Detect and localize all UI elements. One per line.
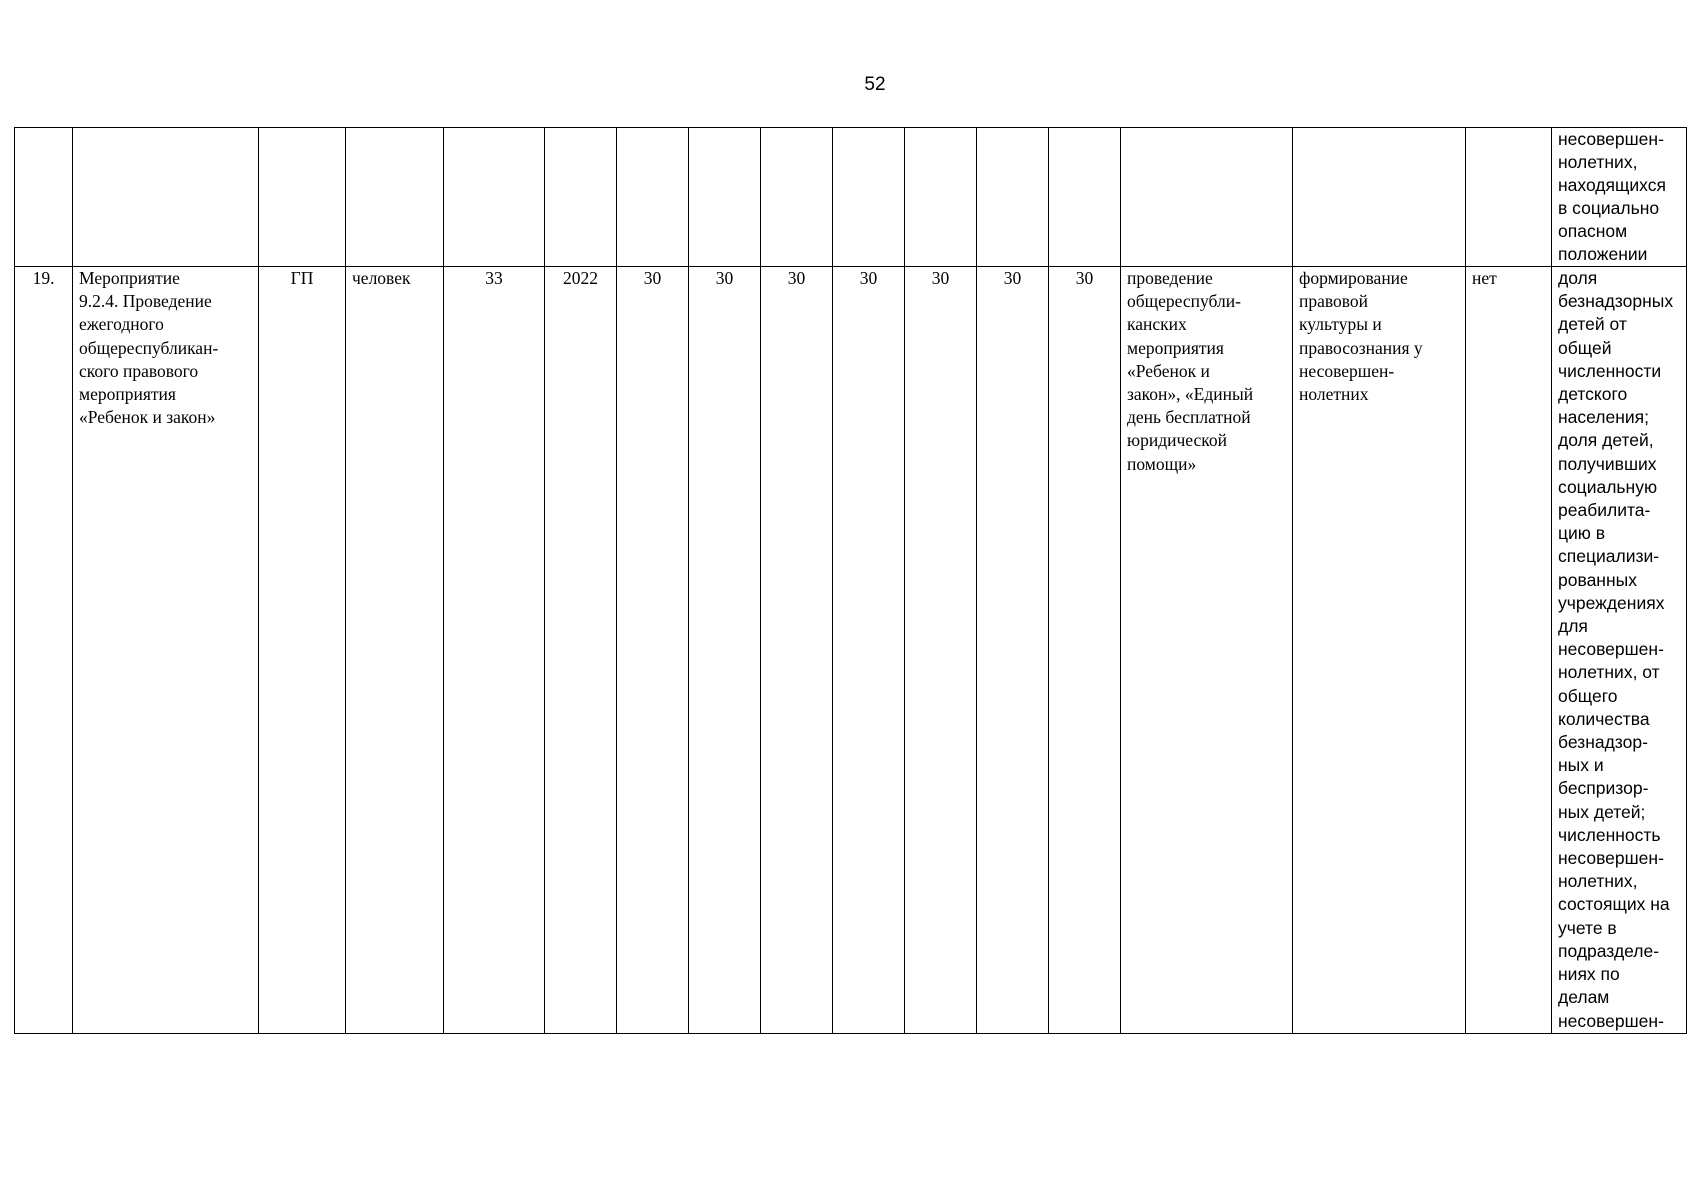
- cell-name: Мероприятие 9.2.4. Проведение ежегодного общереспубликан- ского правового мероприятия «Ребенок и закон»: [73, 267, 259, 1034]
- cell-activity: [1121, 128, 1293, 267]
- cell-value-1: 30: [617, 267, 689, 1034]
- cell-value-2: 30: [689, 267, 761, 1034]
- cell-value-1: [617, 128, 689, 267]
- table-row-continuation: [15, 128, 1687, 267]
- cell-value-7: 30: [1049, 267, 1121, 1034]
- program-table: [14, 127, 1687, 1034]
- cell-year: [545, 128, 617, 267]
- cell-value-7: [1049, 128, 1121, 267]
- cell-result: формирование правовой культуры и правосознания у несовершен- нолетних: [1293, 267, 1466, 1034]
- cell-value-5: [905, 128, 977, 267]
- cell-year: 2022: [545, 267, 617, 1034]
- cell-num: 19.: [15, 267, 73, 1034]
- cell-value-5: 30: [905, 267, 977, 1034]
- cell-num: [15, 128, 73, 267]
- cell-value-3: [761, 128, 833, 267]
- cell-indicators: доля безнадзорных детей от общей численности детского населения; доля детей, получивших социальную реабилита- цию в специализи- рованных учреждениях для несовершен- нолетних, от общего количества безнадзор- ных и беспризор- ных детей; численность несовершен- нолетних, состоящих на учете в подразделе- ниях по делам несовершен-: [1552, 267, 1687, 1034]
- page-number: 52: [864, 74, 886, 95]
- cell-risk: [1466, 128, 1552, 267]
- cell-value-3: 30: [761, 267, 833, 1034]
- cell-indicators-continuation: несовершен- нолетних, находящихся в социально опасном положении: [1552, 128, 1687, 267]
- cell-name: [73, 128, 259, 267]
- cell-risk: нет: [1466, 267, 1552, 1034]
- cell-value-6: 30: [977, 267, 1049, 1034]
- cell-value-6: [977, 128, 1049, 267]
- cell-base-value: 33: [444, 267, 545, 1034]
- cell-result: [1293, 128, 1466, 267]
- cell-value-4: 30: [833, 267, 905, 1034]
- cell-executor: [259, 128, 346, 267]
- cell-executor: ГП: [259, 267, 346, 1034]
- table-row-19: [15, 267, 1687, 1034]
- cell-value-2: [689, 128, 761, 267]
- cell-base-value: [444, 128, 545, 267]
- cell-unit: человек: [346, 267, 444, 1034]
- cell-value-4: [833, 128, 905, 267]
- cell-activity: проведение общереспубли- канских мероприятия «Ребенок и закон», «Единый день бесплатной юридической помощи»: [1121, 267, 1293, 1034]
- cell-unit: [346, 128, 444, 267]
